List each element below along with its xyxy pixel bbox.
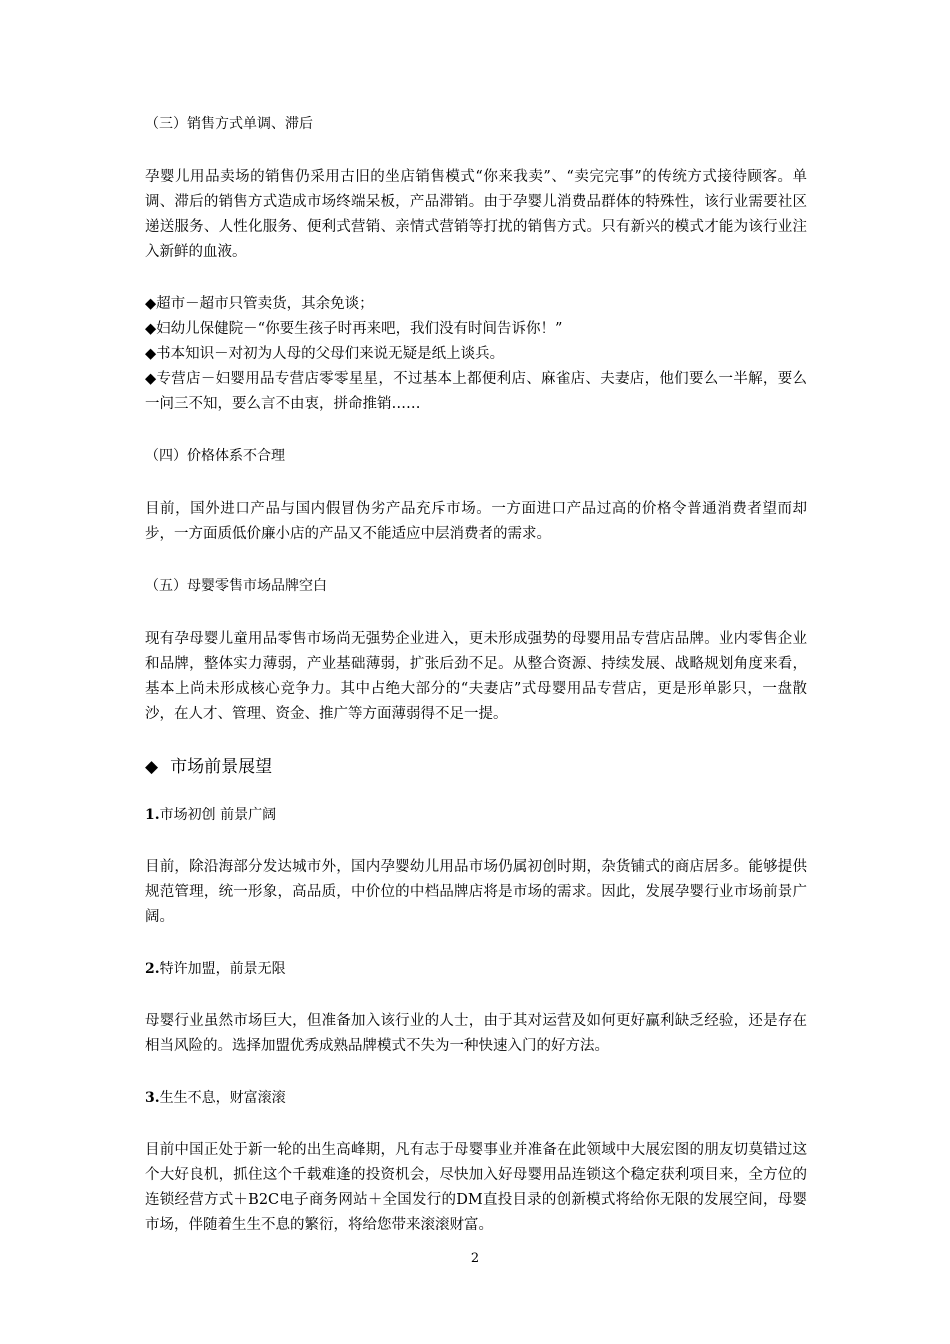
- bullet-item: ◆专营店－妇婴用品专营店零零星星，不过基本上都便利店、麻雀店、夫妻店，他们要么一半解，要么一问三不知，要么言不由衷，拼命推销……: [145, 371, 807, 412]
- outlook-item-1-paragraph: 目前，除沿海部分发达城市外，国内孕婴幼儿用品市场仍属初创时期，杂货铺式的商店居多。能够提供规范管理，统一形象，高品质，中价位的中档品牌店将是市场的需求。因此，发展孕婴行业市场前景广阔。: [145, 859, 807, 925]
- outlook-section-heading: [145, 754, 807, 780]
- item-title: 生生不息，财富滚滚: [159, 1090, 286, 1106]
- bullet-item: ◆书本知识－对初为人母的父母们来说无疑是纸上谈兵。: [145, 346, 505, 362]
- page-content: [145, 112, 807, 1265]
- bullet-item: ◆超市－超市只管卖货，其余免谈；: [145, 296, 374, 312]
- outlook-item-1-heading: [145, 803, 807, 828]
- section-three-bullet-list: [145, 292, 807, 417]
- section-five-heading: （五）母婴零售市场品牌空白: [145, 578, 327, 594]
- outlook-item-2-heading: [145, 957, 807, 982]
- page-number: 2: [470, 1251, 480, 1266]
- item-title: 特许加盟，前景无限: [159, 961, 286, 977]
- section-five-paragraph: 现有孕母婴儿童用品零售市场尚无强势企业进入，更未形成强势的母婴用品专营店品牌。业内零售企业和品牌，整体实力薄弱，产业基础薄弱，扩张后劲不足。从整合资源、持续发展、战略规划角度来看，基本上尚未形成核心竞争力。其中占绝大部分的“夫妻店”式母婴用品专营店，更是形单影只，一盘散沙，在人才、管理、资金、推广等方面薄弱得不足一提。: [145, 631, 807, 722]
- item-number: 1.: [145, 807, 160, 823]
- bullet-item: ◆妇幼儿保健院－“你要生孩子时再来吧，我们没有时间告诉你！”: [145, 321, 563, 337]
- diamond-bullet-icon: ◆: [145, 757, 159, 777]
- section-three-paragraph: 孕婴儿用品卖场的销售仍采用古旧的坐店销售模式“你来我卖”、“卖完完事”的传统方式接待顾客。单调、滞后的销售方式造成市场终端呆板，产品滞销。由于孕婴儿消费品群体的特殊性，该行业需要社区递送服务、人性化服务、便利式营销、亲情式营销等打扰的销售方式。只有新兴的模式才能为该行业注入新鲜的血液。: [145, 169, 807, 260]
- outlook-item-3-paragraph: 目前中国正处于新一轮的出生高峰期，凡有志于母婴事业并准备在此领域中大展宏图的朋友切莫错过这个大好良机，抓住这个千载难逢的投资机会，尽快加入好母婴用品连锁这个稳定获利项目来，全方位的连锁经营方式＋B2C电子商务网站＋全国发行的DM直投目录的创新模式将给你无限的发展空间，母婴市场，伴随着生生不息的繁衍，将给您带来滚滚财富。: [145, 1142, 807, 1233]
- section-four-paragraph: 目前，国外进口产品与国内假冒伪劣产品充斥市场。一方面进口产品过高的价格令普通消费者望而却步，一方面质低价廉小店的产品又不能适应中层消费者的需求。: [145, 501, 807, 542]
- section-three-heading: （三）销售方式单调、滞后: [145, 116, 313, 132]
- outlook-heading-text: 市场前景展望: [170, 757, 273, 777]
- item-number: 2.: [145, 961, 160, 977]
- item-title: 市场初创 前景广阔: [159, 807, 277, 823]
- section-four-heading: （四）价格体系不合理: [145, 448, 285, 464]
- outlook-item-2-paragraph: 母婴行业虽然市场巨大，但准备加入该行业的人士，由于其对运营及如何更好赢利缺乏经验，还是存在相当风险的。选择加盟优秀成熟品牌模式不失为一种快速入门的好方法。: [145, 1013, 807, 1054]
- item-number: 3.: [145, 1090, 160, 1106]
- outlook-item-3-heading: [145, 1086, 807, 1111]
